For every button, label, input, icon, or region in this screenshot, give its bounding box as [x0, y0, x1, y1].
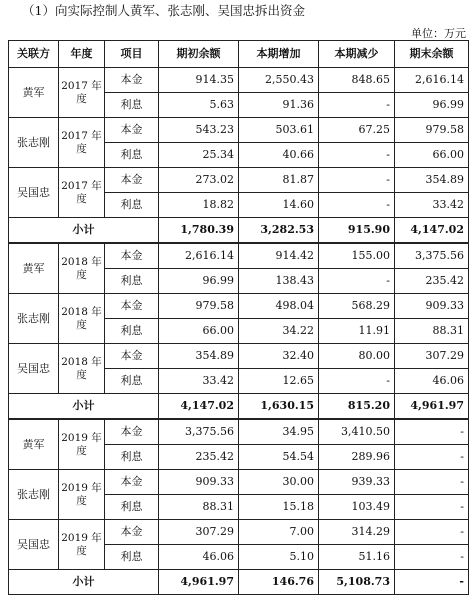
related-party-name: 黄军 — [9, 419, 59, 470]
closing-balance-cell: 88.31 — [395, 319, 469, 344]
year-cell: 2019 年度 — [59, 419, 105, 470]
subtotal-increase: 146.76 — [239, 570, 319, 595]
opening-balance-cell: 88.31 — [159, 495, 239, 520]
increase-cell: 81.87 — [239, 168, 319, 193]
subtotal-row — [9, 218, 469, 244]
decrease-cell: 289.96 — [319, 445, 395, 470]
item-cell: 本金 — [105, 419, 159, 445]
item-cell: 利息 — [105, 445, 159, 470]
year-cell: 2018 年度 — [59, 243, 105, 294]
increase-cell: 34.22 — [239, 319, 319, 344]
unit-label: 单位：万元 — [411, 27, 466, 40]
opening-balance-cell: 5.63 — [159, 93, 239, 118]
closing-balance-cell: 66.00 — [395, 143, 469, 168]
table-body — [9, 68, 469, 595]
opening-balance-cell: 273.02 — [159, 168, 239, 193]
subtotal-row — [9, 394, 469, 420]
decrease-cell: - — [319, 369, 395, 394]
item-cell: 利息 — [105, 545, 159, 570]
increase-cell: 91.36 — [239, 93, 319, 118]
increase-cell: 12.65 — [239, 369, 319, 394]
header-opening-balance: 期初余额 — [159, 41, 239, 68]
subtotal-opening: 4,961.97 — [159, 570, 239, 595]
item-cell: 利息 — [105, 269, 159, 294]
related-party-name: 吴国忠 — [9, 344, 59, 394]
decrease-cell: - — [319, 168, 395, 193]
related-party-name: 黄军 — [9, 68, 59, 118]
item-cell: 本金 — [105, 243, 159, 269]
item-cell: 本金 — [105, 344, 159, 369]
item-cell: 利息 — [105, 369, 159, 394]
decrease-cell: 51.16 — [319, 545, 395, 570]
opening-balance-cell: 3,375.56 — [159, 419, 239, 445]
decrease-cell: - — [319, 143, 395, 168]
table-row — [9, 243, 469, 269]
item-cell: 本金 — [105, 68, 159, 93]
year-cell: 2017 年度 — [59, 68, 105, 118]
related-party-fund-table — [8, 40, 469, 595]
increase-cell: 40.66 — [239, 143, 319, 168]
section-title: （1）向实际控制人黄军、张志刚、吴国忠拆出资金 — [22, 3, 305, 18]
item-cell: 利息 — [105, 143, 159, 168]
opening-balance-cell: 354.89 — [159, 344, 239, 369]
header-increase: 本期增加 — [239, 41, 319, 68]
table-row — [9, 168, 469, 193]
item-cell: 利息 — [105, 93, 159, 118]
item-cell: 本金 — [105, 520, 159, 545]
decrease-cell: 103.49 — [319, 495, 395, 520]
opening-balance-cell: 543.23 — [159, 118, 239, 143]
opening-balance-cell: 909.33 — [159, 470, 239, 495]
subtotal-decrease: 915.90 — [319, 218, 395, 244]
header-closing-balance: 期末余额 — [395, 41, 469, 68]
subtotal-closing: 4,961.97 — [395, 394, 469, 420]
closing-balance-cell: 235.42 — [395, 269, 469, 294]
closing-balance-cell: - — [395, 470, 469, 495]
header-related-party: 关联方 — [9, 41, 59, 68]
decrease-cell: - — [319, 193, 395, 218]
closing-balance-cell: 96.99 — [395, 93, 469, 118]
related-party-name: 张志刚 — [9, 294, 59, 344]
year-cell: 2017 年度 — [59, 168, 105, 218]
decrease-cell: - — [319, 93, 395, 118]
decrease-cell: - — [319, 269, 395, 294]
item-cell: 本金 — [105, 118, 159, 143]
opening-balance-cell: 96.99 — [159, 269, 239, 294]
item-cell: 利息 — [105, 319, 159, 344]
closing-balance-cell: 2,616.14 — [395, 68, 469, 93]
related-party-name: 黄军 — [9, 243, 59, 294]
opening-balance-cell: 33.42 — [159, 369, 239, 394]
decrease-cell: 848.65 — [319, 68, 395, 93]
decrease-cell: 568.29 — [319, 294, 395, 319]
subtotal-opening: 4,147.02 — [159, 394, 239, 420]
year-cell: 2018 年度 — [59, 294, 105, 344]
item-cell: 本金 — [105, 294, 159, 319]
increase-cell: 914.42 — [239, 243, 319, 269]
subtotal-label: 小计 — [9, 218, 159, 244]
opening-balance-cell: 307.29 — [159, 520, 239, 545]
closing-balance-cell: - — [395, 445, 469, 470]
closing-balance-cell: - — [395, 495, 469, 520]
decrease-cell: 3,410.50 — [319, 419, 395, 445]
increase-cell: 138.43 — [239, 269, 319, 294]
subtotal-label: 小计 — [9, 570, 159, 595]
related-party-name: 吴国忠 — [9, 168, 59, 218]
subtotal-decrease: 815.20 — [319, 394, 395, 420]
opening-balance-cell: 25.34 — [159, 143, 239, 168]
item-cell: 利息 — [105, 193, 159, 218]
subtotal-row — [9, 570, 469, 595]
opening-balance-cell: 2,616.14 — [159, 243, 239, 269]
related-party-name: 张志刚 — [9, 470, 59, 520]
closing-balance-cell: 307.29 — [395, 344, 469, 369]
increase-cell: 30.00 — [239, 470, 319, 495]
table-row — [9, 344, 469, 369]
increase-cell: 34.95 — [239, 419, 319, 445]
increase-cell: 15.18 — [239, 495, 319, 520]
increase-cell: 5.10 — [239, 545, 319, 570]
decrease-cell: 939.33 — [319, 470, 395, 495]
opening-balance-cell: 235.42 — [159, 445, 239, 470]
table-row — [9, 294, 469, 319]
increase-cell: 498.04 — [239, 294, 319, 319]
increase-cell: 14.60 — [239, 193, 319, 218]
header-year: 年度 — [59, 41, 105, 68]
table-row — [9, 118, 469, 143]
decrease-cell: 67.25 — [319, 118, 395, 143]
closing-balance-cell: - — [395, 419, 469, 445]
opening-balance-cell: 18.82 — [159, 193, 239, 218]
year-cell: 2019 年度 — [59, 470, 105, 520]
decrease-cell: 314.29 — [319, 520, 395, 545]
subtotal-decrease: 5,108.73 — [319, 570, 395, 595]
table-row — [9, 520, 469, 545]
closing-balance-cell: - — [395, 520, 469, 545]
related-party-name: 吴国忠 — [9, 520, 59, 570]
item-cell: 本金 — [105, 470, 159, 495]
header-item: 项目 — [105, 41, 159, 68]
closing-balance-cell: 3,375.56 — [395, 243, 469, 269]
increase-cell: 32.40 — [239, 344, 319, 369]
year-cell: 2018 年度 — [59, 344, 105, 394]
item-cell: 利息 — [105, 495, 159, 520]
subtotal-increase: 3,282.53 — [239, 218, 319, 244]
increase-cell: 2,550.43 — [239, 68, 319, 93]
table-row — [9, 419, 469, 445]
increase-cell: 7.00 — [239, 520, 319, 545]
decrease-cell: 155.00 — [319, 243, 395, 269]
subtotal-closing: - — [395, 570, 469, 595]
closing-balance-cell: 979.58 — [395, 118, 469, 143]
opening-balance-cell: 46.06 — [159, 545, 239, 570]
decrease-cell: 80.00 — [319, 344, 395, 369]
closing-balance-cell: - — [395, 545, 469, 570]
subtotal-label: 小计 — [9, 394, 159, 420]
header-decrease: 本期减少 — [319, 41, 395, 68]
table-header-row — [9, 41, 469, 68]
increase-cell: 54.54 — [239, 445, 319, 470]
opening-balance-cell: 66.00 — [159, 319, 239, 344]
closing-balance-cell: 46.06 — [395, 369, 469, 394]
related-party-name: 张志刚 — [9, 118, 59, 168]
subtotal-increase: 1,630.15 — [239, 394, 319, 420]
item-cell: 本金 — [105, 168, 159, 193]
opening-balance-cell: 979.58 — [159, 294, 239, 319]
table-row — [9, 68, 469, 93]
opening-balance-cell: 914.35 — [159, 68, 239, 93]
decrease-cell: 11.91 — [319, 319, 395, 344]
table-row — [9, 470, 469, 495]
closing-balance-cell: 354.89 — [395, 168, 469, 193]
year-cell: 2017 年度 — [59, 118, 105, 168]
closing-balance-cell: 33.42 — [395, 193, 469, 218]
increase-cell: 503.61 — [239, 118, 319, 143]
closing-balance-cell: 909.33 — [395, 294, 469, 319]
subtotal-opening: 1,780.39 — [159, 218, 239, 244]
year-cell: 2019 年度 — [59, 520, 105, 570]
subtotal-closing: 4,147.02 — [395, 218, 469, 244]
